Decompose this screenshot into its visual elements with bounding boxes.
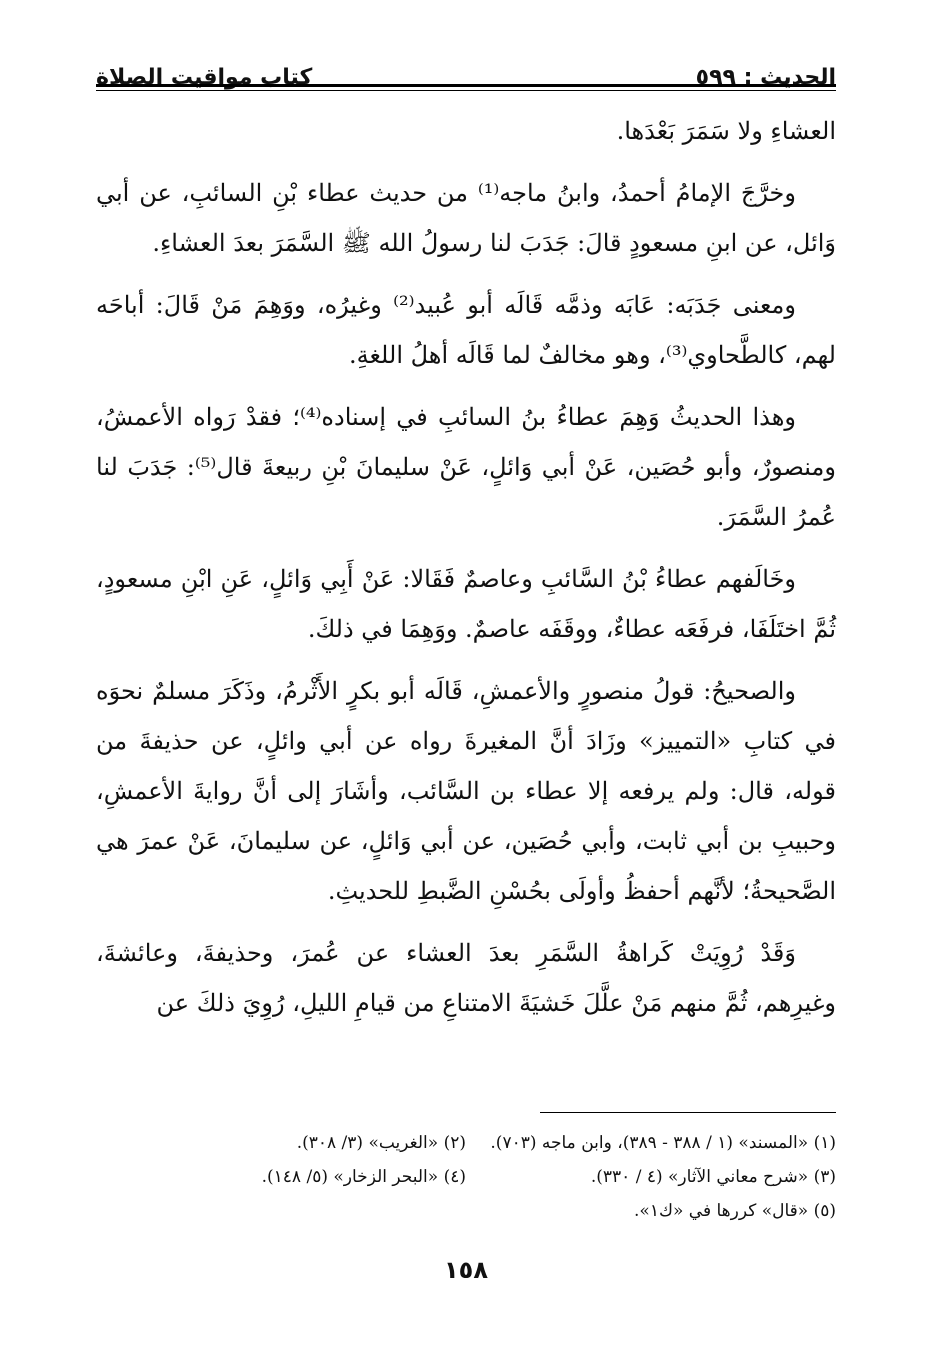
main-text [96, 106, 836, 1040]
book-page [96, 40, 836, 1340]
footnote: (٥) «قال» كررها في «ك١». [634, 1201, 836, 1221]
paragraph: العشاءِ ولا سَمَرَ بَعْدَها. [616, 117, 836, 145]
hadith-number: الحديث : ٥٩٩ [695, 65, 836, 90]
header-rule-thin [96, 90, 836, 91]
footnote: (١) «المسند» (١ / ٣٨٨ - ٣٨٩)، وابن ماجه (٧٠٣). [490, 1133, 836, 1153]
paragraph: والصحيحُ: قولُ منصورٍ والأعمشِ، قَالَه أبو بكرٍ الأَثْرمُ، وذَكَرَ مسلمٌ نحوَه في كتابِ «التمييز» وزَادَ أنَّ المغيرةَ رواه عن أبي وائلٍ، عن حذيفةَ من قوله، قال: ولم يرفعه إلا عطاء بن السَّائب، وأشَارَ إلى أنَّ روايةَ الأعمشِ، وحبيبِ بن أبي ثابت، وأبي حُصَين، عن أبي وَائلٍ، عن سليمانَ، عَنْ عمرَ هي الصَّحيحةُ؛ لأنَّهم أحفظُ وأولَى بحُسْنِ الضَّبطِ للحديثِ. [96, 677, 837, 905]
paragraph: وخَالَفهم عطاءُ بْنُ السَّائبِ وعاصمٌ فَقَالا: عَنْ أَبِي وَائلٍ، عَنِ ابْنِ مسعودٍ، ثُمَّ اختَلَفَا، فرفَعَه عطاءٌ، ووقَفَه عاصمٌ. ووَهِمَا في ذلكَ. [96, 565, 836, 643]
page-number: ١٥٨ [444, 1256, 488, 1284]
footnote: (٣) «شرح معاني الآثار» (٤ / ٣٣٠). [590, 1167, 836, 1187]
footnote-separator [540, 1112, 836, 1113]
paragraph: ومعنى جَدَبَه: عَابَه وذمَّه قَالَه أبو عُبيد⁽²⁾ وغيرُه، ووَهِمَ مَنْ قَالَ: أباحَه لهم، كالطَّحاوي⁽³⁾، وهو مخالفٌ لما قَالَه أهلُ اللغةِ. [96, 291, 836, 369]
paragraph: وهذا الحديثُ وَهِمَ عطاءُ بنُ السائبِ في إسناده⁽⁴⁾؛ فقدْ رَواه الأعمشُ، ومنصورٌ، وأبو حُصَين، عَنْ أبي وَائلٍ، عَنْ سليمانَ بْنِ ربيعةَ قال⁽⁵⁾: جَدَبَ لنا عُمرُ السَّمَرَ. [96, 403, 836, 531]
paragraph: وخرَّجَ الإمامُ أحمدُ، وابنُ ماجه⁽¹⁾ من حديث عطاء بْنِ السائبِ، عن أبي وَائل، عن ابنِ مسعودٍ قالَ: جَدَبَ لنا رسولُ الله ﷺ السَّمَرَ بعدَ العشاءِ. [96, 179, 836, 257]
book-title: كتاب مواقيت الصلاة [96, 65, 313, 90]
footnote: (٤) «البحر الزخار» (٥/ ١٤٨). [261, 1167, 466, 1187]
footnotes [96, 1126, 836, 1228]
paragraph: وَقَدْ رُوِيَتْ كَراهةُ السَّمَرِ بعدَ العشاء عن عُمرَ، وحذيفةَ، وعائشةَ، وغيرِهم، ثُمَّ منهم مَنْ علَّلَ خَشيَةَ الامتناعِ من قيامِ الليلِ، رُوِيَ ذلكَ عن [96, 939, 836, 1017]
header-rule [96, 84, 836, 87]
footnote: (٢) «الغريب» (٣/ ٣٠٨). [296, 1133, 466, 1153]
